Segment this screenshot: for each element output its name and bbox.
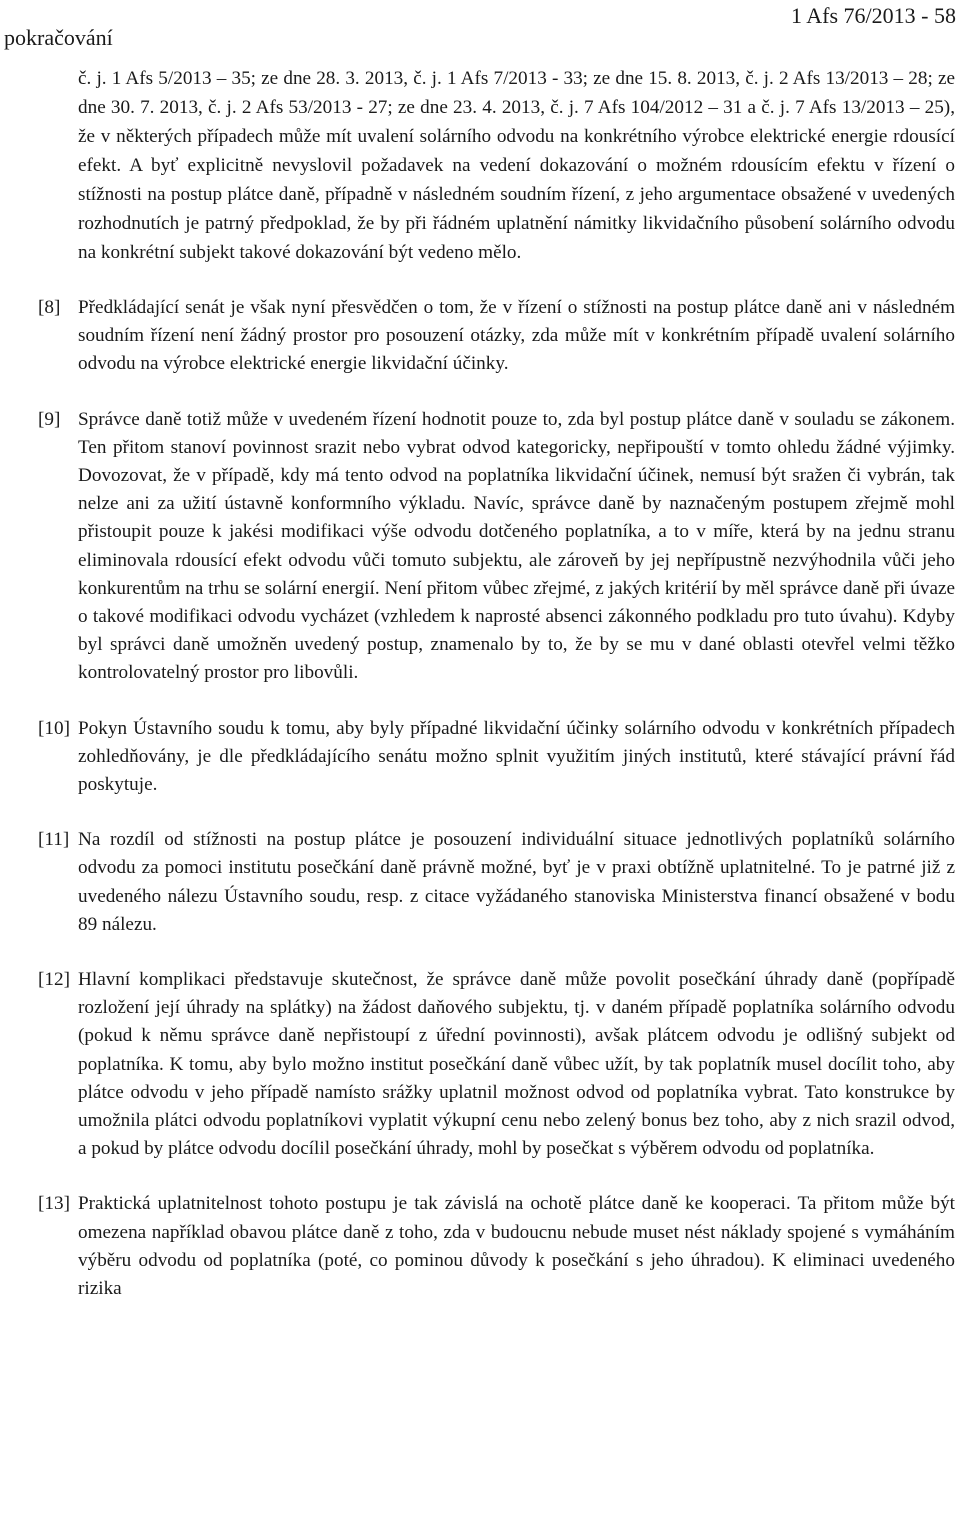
- continuation-argument: A byť explicitně nevyslovil požadavek na vedení dokazování o možném rdousícím efektu v řízení o stížnosti na postup plátce daně, případně v následném soudním řízení, z jeho argumentace obsažené v uvedených rozhodnutích je patrný předpoklad, že by při řádném uplatnění námitky likvidačního působení solárního odvodu na konkrétní subjekt takové dokazování být vedeno mělo.: [78, 155, 955, 263]
- paragraph-number: [11]: [38, 829, 70, 851]
- continuation-citations: č. j. 1 Afs 5/2013 – 35; ze dne 28. 3. 2013, č. j. 1 Afs 7/2013 - 33; ze dne 15. 8. 2013, č. j. 2 Afs 13/2013 – 28; ze dne 30. 7. 2013, č. j. 2 Afs 53/2013 - 27; ze dne 23. 4. 2013, č. j. 7 Afs 104/2012 – 31 a č. j. 7 Afs 13/2013 – 25), že v některých případech může mít uvalení solárního odvodu na konkrétního výrobce elektrické energie rdousící efekt.: [78, 68, 955, 176]
- paragraph-text: Správce daně totiž může v uvedeném řízení hodnotit pouze to, zda byl postup plátce daně v souladu se zákonem. Ten přitom stanoví povinnost srazit nebo vybrat odvod kategoricky, nepřipouští v tomto ohledu žádné výjimky. Dovozovat, že v případě, kdy má tento odvod na poplatníka likvidační účinek, nemusí být sražen či vybrán, tak nelze ani za užití ústavně konformního výkladu. Navíc, správce daně by naznačeným postupem zřejmě mohl přistoupit pouze k jakési modifikaci výše odvodu dotčeného poplatníka, a to v míře, která by na jednu stranu eliminovala rdousící efekt odvodu vůči tomuto subjektu, ale zároveň by jej nepřípustně nezvýhodnila vůči jeho konkurentům na trhu se solární energií. Není přitom vůbec zřejmé, z jakých kritérií by měl správce daně při úvaze o takové modifikaci odvodu vycházet (vzhledem k naprosté absenci zákonného podkladu pro tuto úvahu). Kdyby byl správci daně umožněn uvedený postup, znamenalo by to, že by se mu v dané oblasti otevřel velmi těžko kontrolovatelný prostor pro libovůli.: [78, 408, 955, 684]
- paragraph-13: [38, 1190, 955, 1303]
- paragraph-number: [8]: [38, 297, 61, 318]
- paragraph-11: [38, 826, 955, 939]
- continuation-label: pokračování: [4, 25, 113, 50]
- paragraph-text: Hlavní komplikaci představuje skutečnost, že správce daně může povolit posečkání úhrady daně (popřípadě rozložení její úhrady na splátky) na žádost daňového subjektu, tj. v daném případě poplatníka solárního odvodu (pokud k němu správce daně nepřistoupí z úřední povinnosti), avšak plátcem odvodu je odlišný subjekt od poplatníka. K tomu, aby bylo možno institut posečkání daně vůbec užít, by tak poplatník musel docílit toho, aby plátce odvodu v jeho případě namísto srážky uplatnil možnost odvod od poplatníka vybrat. Tato konstrukce by umožnila plátci odvodu poplatníkovi vyplatit výkupní cenu nebo zelený bonus bez toho, aby z nich srazil odvod, a pokud by plátce odvodu docílil posečkání úhrady, mohl by posečkat s výběrem odvodu od poplatníka.: [78, 969, 955, 1160]
- paragraph-number: [13]: [38, 1193, 70, 1215]
- continuation-paragraph: [78, 64, 955, 267]
- paragraph-8: [38, 294, 955, 379]
- paragraph-number: [10]: [38, 717, 70, 739]
- paragraph-text: Praktická uplatnitelnost tohoto postupu je tak závislá na ochotě plátce daně ke kooperaci. Ta přitom může být omezena například obavou plátce daně z toho, zda v budoucnu nebude muset nést náklady spojené s vymáháním výběru odvodu od poplatníka (poté, co pominou důvody k posečkání s jeho úhradou). K eliminaci uvedeného rizika: [78, 1193, 955, 1300]
- paragraph-number: [9]: [38, 408, 61, 430]
- file-reference: 1 Afs 76/2013 - 58: [791, 3, 956, 28]
- paragraph-text: Předkládající senát je však nyní přesvědčen o tom, že v řízení o stížnosti na postup plátce daně ani v následném soudním řízení není žádný prostor pro posouzení otázky, zda může mít v konkrétním případě uvalení solárního odvodu na výrobce elektrické energie likvidační účinky.: [78, 297, 955, 375]
- paragraph-text: Pokyn Ústavního soudu k tomu, aby byly případné likvidační účinky solárního odvodu v konkrétních případech zohledňovány, je dle předkládajícího senátu možno splnit využitím jiných institutů, které stávající právní řád poskytuje.: [78, 717, 955, 796]
- paragraph-12: [38, 966, 955, 1163]
- paragraph-10: [38, 715, 955, 800]
- paragraph-9: [38, 406, 955, 688]
- document-body: [38, 64, 955, 1303]
- paragraph-text: Na rozdíl od stížnosti na postup plátce je posouzení individuální situace jednotlivých poplatníků solárního odvodu za pomoci institutu posečkání daně právně možné, byť je v praxi obtížně uplatnitelné. To je patrné již z uvedeného nálezu Ústavního soudu, resp. z citace vyžádaného stanoviska Ministerstva financí obsažené v bodu 89 nálezu.: [78, 829, 955, 935]
- paragraph-number: [12]: [38, 969, 70, 991]
